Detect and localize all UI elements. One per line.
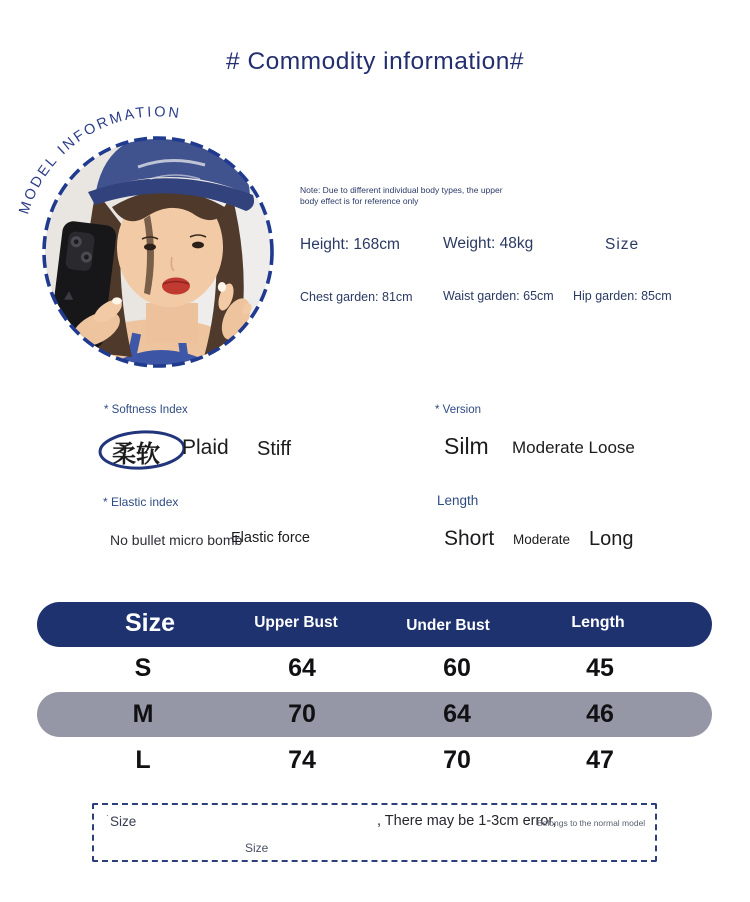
version-option-silm: Silm <box>444 433 489 459</box>
version-label: * Version <box>435 404 482 416</box>
model-information-figure <box>0 95 300 385</box>
length-label: Length <box>437 493 479 508</box>
version-option-moderate-loose: Moderate Loose <box>512 438 635 457</box>
cell-m-under: 64 <box>443 700 471 728</box>
cell-l-under: 70 <box>443 746 471 774</box>
weight-value: Weight: 48kg <box>443 235 534 252</box>
footer-size-mark: · <box>106 811 109 820</box>
page-title: # Commodity information# <box>226 48 524 75</box>
hip-value: Hip garden: 85cm <box>573 289 672 303</box>
length-option-short: Short <box>444 527 495 550</box>
size-table-header <box>37 602 712 647</box>
length-option-moderate: Moderate <box>513 532 571 547</box>
waist-value: Waist garden: 65cm <box>443 289 554 303</box>
size-label: Size <box>605 236 640 253</box>
footer-size-label: Size <box>110 814 137 829</box>
cell-s-length: 45 <box>586 654 614 682</box>
cell-s-size: S <box>134 654 152 682</box>
softness-selected: 柔软 <box>112 441 160 468</box>
chest-value: Chest garden: 81cm <box>300 290 413 304</box>
model-photo <box>45 132 296 385</box>
header-length: Length <box>571 614 625 631</box>
model-information-arc-label: MODEL INFORMATION <box>16 104 183 217</box>
note-text: Note: Due to different individual body types, the upper body effect is for reference only <box>300 185 503 207</box>
footer-error-note: , There may be 1-3cm error, <box>377 813 557 829</box>
cell-m-length: 46 <box>586 700 614 728</box>
cell-s-upper: 64 <box>288 654 316 682</box>
cell-l-upper: 74 <box>288 746 316 774</box>
elastic-option-elastic-force: Elastic force <box>231 530 310 546</box>
softness-index-label: * Softness Index <box>104 404 188 416</box>
elastic-index-label: * Elastic index <box>103 495 179 509</box>
footer-model-note: Belongs to the normal model <box>537 818 646 828</box>
cell-l-length: 47 <box>586 746 614 774</box>
cell-m-size: M <box>132 700 154 728</box>
header-size: Size <box>124 609 176 637</box>
header-under-bust: Under Bust <box>406 617 490 634</box>
header-upper-bust: Upper Bust <box>254 614 338 631</box>
cell-s-under: 60 <box>443 654 471 682</box>
cell-m-upper: 70 <box>288 700 316 728</box>
cell-l-size: L <box>135 746 151 774</box>
softness-option-stiff: Stiff <box>257 438 292 460</box>
length-option-long: Long <box>589 528 634 550</box>
softness-option-plaid: Plaid <box>182 436 229 459</box>
footer-note-box <box>92 803 657 862</box>
footer-size-label-2: Size <box>245 841 269 855</box>
elastic-option-no-bullet: No bullet micro bomb <box>110 532 243 548</box>
height-value: Height: 168cm <box>300 236 400 253</box>
